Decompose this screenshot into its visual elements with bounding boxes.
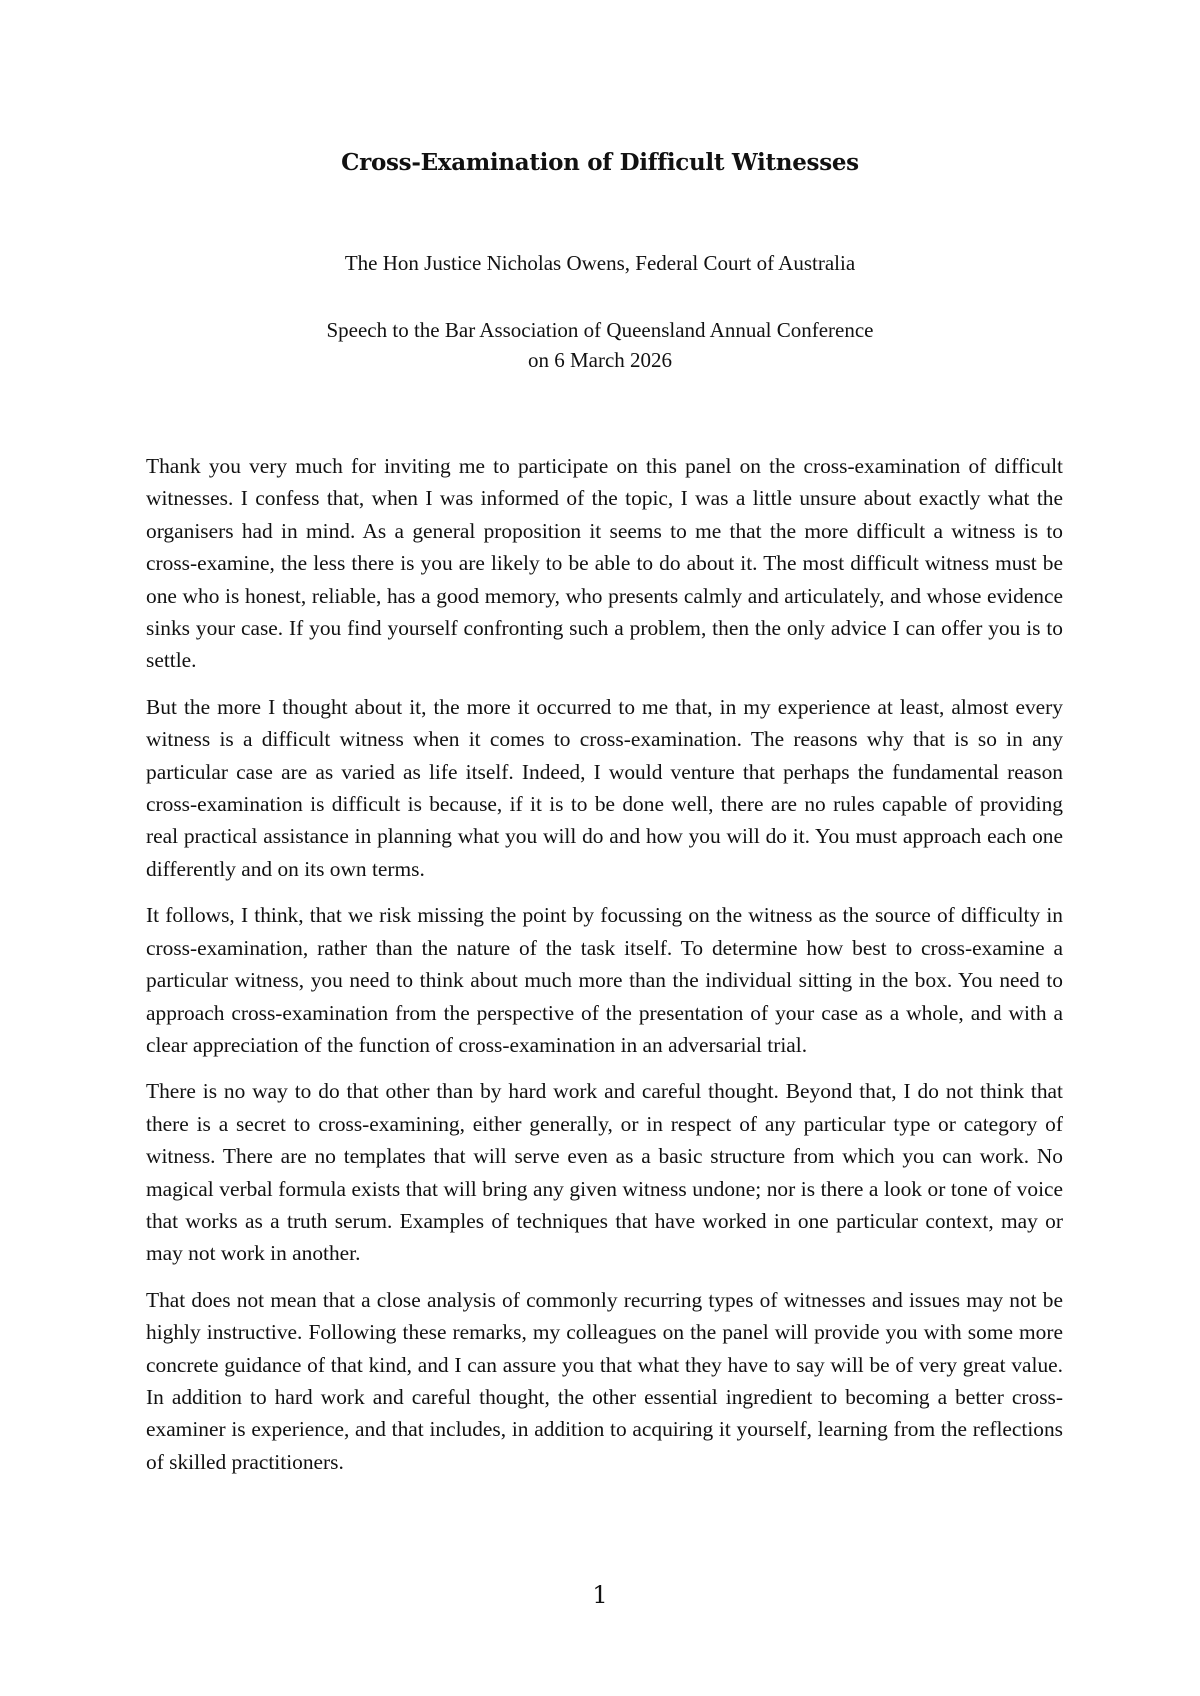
paragraph-4: There is no way to do that other than by hard work and careful thought. Beyond that, I do not think that there is a secret to cross-examining, either generally, or in respect of any particular type or category of witness. There are no templates that will serve even as a basic structure from which you can work. No magical verbal formula exists that will bring any given witness undone; nor is there a look or tone of voice that works as a truth serum. Examples of techniques that have worked in one particular context, may or may not work in another. — [146, 1079, 1063, 1266]
paragraph-2: But the more I thought about it, the more it occurred to me that, in my experience at least, almost every witness is a difficult witness when it comes to cross-examination. The reasons why that is so in any particular case are as varied as life itself. Indeed, I would venture that perhaps the fundamental reason cross-examination is difficult is because, if it is to be done well, there are no rules capable of providing real practical assistance in planning what you will do and how you will do it. You must approach each one differently and on its own terms. — [146, 694, 1063, 881]
paragraph-3: It follows, I think, that we risk missing the point by focussing on the witness as the source of difficulty in cross-examination, rather than the nature of the task itself. To determine how best to cross-examine a particular witness, you need to think about much more than the individual sitting in the box. You need to approach cross-examination from the perspective of the presentation of your case as a whole, and with a clear appreciation of the function of cross-examination in an adversarial trial. — [146, 903, 1063, 1057]
document-title: Cross-Examination of Difficult Witnesses — [341, 149, 859, 176]
speech-occasion: Speech to the Bar Association of Queensland Annual Conference — [326, 318, 874, 342]
paragraph-1: Thank you very much for inviting me to participate on this panel on the cross-examination of difficult witnesses. I confess that, when I was informed of the topic, I was a little unsure about exactly what the organisers had in mind. As a general proposition it seems to me that the more difficult a witness is to cross-examine, the less there is you are likely to be able to do about it. The most difficult witness must be one who is honest, reliable, has a good memory, who presents calmly and articulately, and whose evidence sinks your case. If you find yourself confronting such a problem, then the only advice I can offer you is to settle. — [146, 454, 1063, 673]
author-line: The Hon Justice Nicholas Owens, Federal Court of Australia — [344, 251, 856, 275]
page-number: 1 — [592, 1581, 608, 1609]
document-body — [146, 450, 1063, 1492]
paragraph-5: That does not mean that a close analysis of commonly recurring types of witnesses and issues may not be highly instructive. Following these remarks, my colleagues on the panel will provide you with some more concrete guidance of that kind, and I can assure you that what they have to say will be of very great value. In addition to hard work and careful thought, the other essential ingredient to becoming a better cross-examiner is experience, and that includes, in addition to acquiring it yourself, learning from the reflections of skilled practitioners. — [146, 1287, 1063, 1474]
speech-date: on 6 March 2026 — [527, 348, 673, 372]
